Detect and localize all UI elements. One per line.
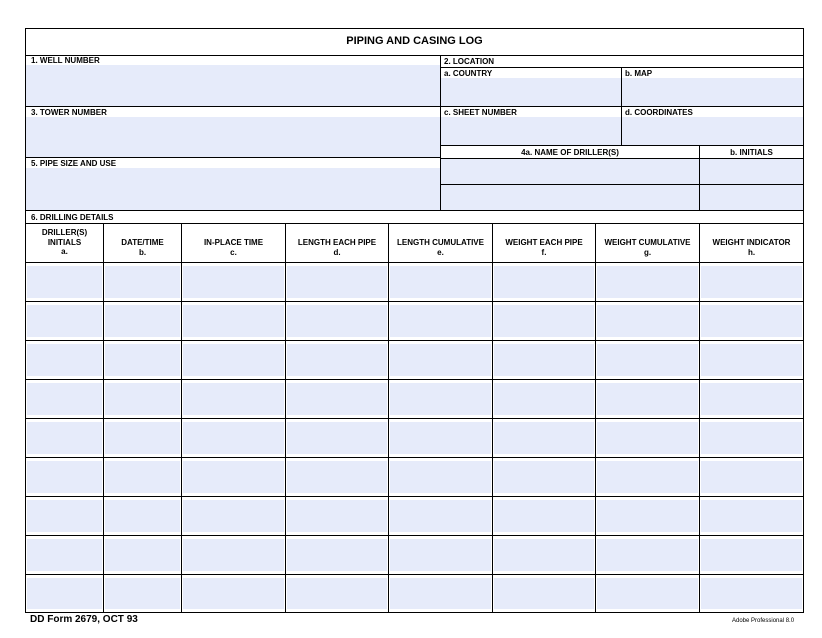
drilling-details-table	[25, 223, 804, 613]
table-cell[interactable]	[597, 422, 698, 454]
table-cell[interactable]	[27, 422, 102, 454]
table-cell[interactable]	[183, 422, 284, 454]
table-cell[interactable]	[494, 266, 594, 298]
well-number-field[interactable]	[26, 65, 440, 106]
table-cell[interactable]	[494, 383, 594, 415]
divider	[441, 145, 804, 146]
table-cell[interactable]	[183, 578, 284, 609]
table-cell[interactable]	[287, 500, 387, 532]
table-cell[interactable]	[287, 266, 387, 298]
table-cell[interactable]	[27, 539, 102, 571]
tower-number-field[interactable]	[26, 117, 440, 157]
table-cell[interactable]	[105, 461, 180, 493]
drilling-details-label: 6. DRILLING DETAILS	[31, 213, 114, 222]
table-cell[interactable]	[27, 344, 102, 376]
divider	[441, 67, 804, 68]
coordinates-label: d. COORDINATES	[625, 108, 693, 117]
table-cell[interactable]	[494, 461, 594, 493]
driller-name-field-2[interactable]	[441, 185, 699, 210]
table-cell[interactable]	[287, 422, 387, 454]
location-label: 2. LOCATION	[444, 57, 495, 66]
map-field[interactable]	[622, 78, 803, 106]
table-cell[interactable]	[494, 344, 594, 376]
table-cell[interactable]	[390, 461, 491, 493]
divider	[25, 157, 441, 158]
table-cell[interactable]	[27, 500, 102, 532]
table-cell[interactable]	[597, 344, 698, 376]
divider	[25, 55, 804, 56]
table-cell[interactable]	[287, 344, 387, 376]
table-cell[interactable]	[390, 266, 491, 298]
divider	[25, 210, 804, 211]
table-cell[interactable]	[390, 422, 491, 454]
table-cell[interactable]	[183, 539, 284, 571]
divider	[25, 379, 804, 380]
col-header-length-each-pipe: LENGTH EACH PIPE d.	[297, 238, 377, 257]
table-cell[interactable]	[287, 305, 387, 337]
coordinates-field[interactable]	[622, 117, 803, 145]
col-header-length-cumulative: LENGTH CUMULATIVE e.	[397, 238, 484, 257]
divider	[25, 262, 804, 263]
sheet-number-field[interactable]	[441, 117, 621, 145]
table-cell[interactable]	[183, 383, 284, 415]
table-cell[interactable]	[183, 266, 284, 298]
table-cell[interactable]	[287, 578, 387, 609]
col-header-weight-cumulative: WEIGHT CUMULATIVE g.	[604, 238, 691, 257]
table-cell[interactable]	[597, 383, 698, 415]
table-cell[interactable]	[287, 383, 387, 415]
country-label: a. COUNTRY	[444, 69, 493, 78]
initials-label: b. INITIALS	[730, 148, 773, 157]
table-cell[interactable]	[494, 539, 594, 571]
table-cell[interactable]	[701, 344, 802, 376]
col-header-date-time: DATE/TIME b.	[121, 238, 164, 257]
col-header-weight-each-pipe: WEIGHT EACH PIPE f.	[505, 238, 583, 257]
table-cell[interactable]	[390, 305, 491, 337]
table-cell[interactable]	[494, 500, 594, 532]
table-cell[interactable]	[390, 539, 491, 571]
driller-name-label: 4a. NAME OF DRILLER(S)	[521, 148, 619, 157]
table-cell[interactable]	[183, 500, 284, 532]
driller-initials-field-2[interactable]	[700, 185, 803, 210]
table-cell[interactable]	[701, 500, 802, 532]
divider	[25, 106, 804, 107]
table-cell[interactable]	[494, 305, 594, 337]
table-cell[interactable]	[701, 578, 802, 609]
table-cell[interactable]	[701, 539, 802, 571]
divider	[25, 301, 804, 302]
divider	[25, 457, 804, 458]
table-cell[interactable]	[390, 500, 491, 532]
map-label: b. MAP	[625, 69, 653, 78]
col-header-in-place-time: IN-PLACE TIME c.	[203, 238, 264, 257]
divider	[25, 535, 804, 536]
table-cell[interactable]	[27, 383, 102, 415]
table-cell[interactable]	[701, 305, 802, 337]
form-number: DD Form 2679, OCT 93	[30, 614, 138, 625]
col-header-driller-initials: DRILLER(S) INITIALS a.	[41, 228, 88, 256]
table-cell[interactable]	[105, 539, 180, 571]
table-cell[interactable]	[390, 383, 491, 415]
table-cell[interactable]	[390, 344, 491, 376]
country-field[interactable]	[441, 78, 621, 106]
sheet-number-label: c. SHEET NUMBER	[444, 108, 517, 117]
driller-name-field-1[interactable]	[441, 159, 699, 184]
table-cell[interactable]	[27, 578, 102, 609]
table-cell[interactable]	[105, 344, 180, 376]
table-cell[interactable]	[105, 500, 180, 532]
table-cell[interactable]	[701, 383, 802, 415]
table-cell[interactable]	[27, 461, 102, 493]
table-cell[interactable]	[494, 422, 594, 454]
table-cell[interactable]	[105, 266, 180, 298]
table-cell[interactable]	[597, 266, 698, 298]
table-cell[interactable]	[701, 461, 802, 493]
table-cell[interactable]	[105, 383, 180, 415]
table-cell[interactable]	[27, 305, 102, 337]
form-title: PIPING AND CASING LOG	[346, 35, 483, 47]
divider	[25, 496, 804, 497]
table-cell[interactable]	[287, 539, 387, 571]
table-cell[interactable]	[597, 305, 698, 337]
col-header-weight-indicator: WEIGHT INDICATOR h.	[712, 238, 791, 257]
well-number-label: 1. WELL NUMBER	[31, 56, 100, 65]
divider	[25, 574, 804, 575]
table-cell[interactable]	[390, 578, 491, 609]
table-cell[interactable]	[701, 422, 802, 454]
table-cell[interactable]	[183, 461, 284, 493]
table-cell[interactable]	[701, 266, 802, 298]
pipe-size-label: 5. PIPE SIZE AND USE	[31, 159, 117, 168]
driller-initials-field-1[interactable]	[700, 159, 803, 184]
table-cell[interactable]	[597, 539, 698, 571]
divider	[25, 340, 804, 341]
table-cell[interactable]	[597, 578, 698, 609]
table-cell[interactable]	[494, 578, 594, 609]
table-cell[interactable]	[105, 578, 180, 609]
software-note: Adobe Professional 8.0	[732, 618, 795, 624]
table-cell[interactable]	[105, 422, 180, 454]
table-cell[interactable]	[287, 461, 387, 493]
table-cell[interactable]	[597, 461, 698, 493]
table-cell[interactable]	[27, 266, 102, 298]
table-cell[interactable]	[183, 344, 284, 376]
tower-number-label: 3. TOWER NUMBER	[31, 108, 107, 117]
table-cell[interactable]	[105, 305, 180, 337]
table-cell[interactable]	[183, 305, 284, 337]
table-cell[interactable]	[597, 500, 698, 532]
divider	[25, 418, 804, 419]
pipe-size-field[interactable]	[26, 168, 440, 210]
